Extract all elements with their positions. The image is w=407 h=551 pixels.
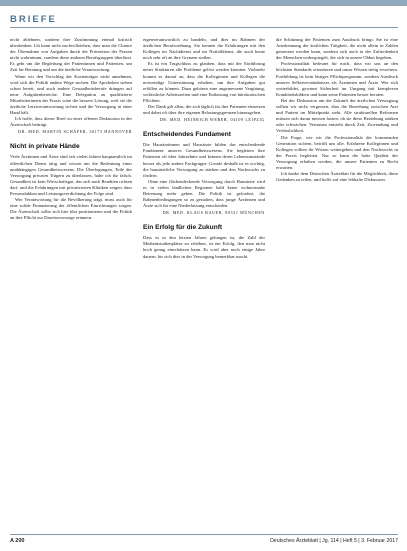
page-number: A 200 — [10, 538, 25, 544]
column-right — [276, 37, 398, 183]
letter-paragraph: Es ist ein Trugschluss zu glauben, dass mit der Einführung neuer Strukturen alle Probleme gelöst werden könnten. Vielmehr kommt es darauf an, dass die Kolleginnen und Kollegen die notwendige Unterstützung erhalten, um ihre Aufgaben gut erfüllen zu können. Dazu gehören eine angemessene Vergütung, verlässliche Arbeitszeiten und eine Entlastung von bürokratischen Pflichten. — [143, 61, 265, 103]
letter-heading: Ein Erfolg für die Zukunft — [143, 224, 223, 232]
letter-paragraph: Ich hoffe, dass dieser Brief zu einer offenen Diskussion in der Ärzteschaft beiträgt. — [10, 116, 132, 128]
letter-paragraph: Wenn wir den Vorschlag der Kostenträger nicht annehmen, wird sich die Politik andere Wege suchen. Die Apotheken stehen schon bereit, und auch andere Gesundheitsberufe drängen auf neue Aufgabenbereiche. Eine Delegation an qualifizierte Mitarbeiterinnen der Praxis wäre die bessere Lösung, weil sie die ärztliche Letztverantwortung sichert und die Versorgung in einer Hand hält. — [10, 73, 132, 116]
section-label: BRIEFE — [10, 14, 57, 25]
header-divider — [10, 27, 398, 28]
top-color-bar — [0, 0, 407, 6]
letter-paragraph: Wer Verantwortung für die Bevölkerung trägt, muss auch für eine solide Finanzierung der öffentlichen Einrichtungen sorgen. Die Ärzteschaft sollte sich hier klar positionieren und die Politik an ihre Pflicht zur Daseinsvorsorge erinnern. — [10, 197, 132, 221]
column-middle — [143, 37, 265, 260]
letter-paragraph: die Schätzung der Patienten zum Ausdruck bringt. Sie ist eine Anerkennung der ärztlichen Tätigkeit, die nicht allein in Zahlen gemessen werden kann, sondern sich auch in der Zufriedenheit der Menschen widerspiegelt, die sich in unsere Obhut begeben. — [276, 37, 398, 61]
letter-paragraph: Bei der Diskussion um die Zukunft der ärztlichen Versorgung sollten wir nicht vergessen, dass die Beziehung zwischen Arzt und Patient im Mittelpunkt steht. Alle strukturellen Reformen müssen sich daran messen lassen, ob sie diese Beziehung stärken oder schwächen. Vertrauen entsteht durch Zeit, Zuwendung und Verlässlichkeit. — [276, 97, 398, 134]
column-left — [10, 37, 132, 221]
letter-heading: Nicht in private Hände — [10, 143, 80, 151]
letter-paragraph: Die Frage, wie wir die Professionalität der kommenden Generation sichern, betrifft uns alle. Erfahrene Kolleginnen und Kollegen sollten ihr Wissen weitergeben und den Nachwuchs in der Praxis begleiten. Nur so kann die hohe Qualität der Versorgung erhalten werden, die unsere Patienten zu Recht erwarten. — [276, 134, 398, 170]
letter-paragraph: nicht ablehnen, sondern ihre Zustimmung einmal kritisch überdenken. Ich kann nicht nachvollziehen, dass man die Chance der Übernahme von Aufgaben durch die Prävention der Praxen nicht wahrnimmt, sondern diese anderen Berufsgruppen überlässt. Es geht um die Begleitung der Patientinnen und Patienten, um Zeit für Beratung und um die ärztliche Verantwortung. — [10, 37, 132, 73]
letter-paragraph: Dass es in den letzten Jahren gelungen ist, die Zahl der Medizinstudienplätze zu erhöhen, ist ein Erfolg, den man nicht hoch genug einschätzen kann. Es wird aber noch einige Jahre dauern, bis sich dies in der Versorgung bemerkbar macht. — [143, 235, 265, 259]
letter-heading: Entscheidendes Fundament — [143, 131, 231, 139]
letter-paragraph: Ohne eine flächendeckende Versorgung durch Hausärzte wird es in vielen ländlichen Regionen bald keine wohnortnahe Betreuung mehr geben. Die Politik ist gefordert, die Rahmenbedingungen so zu gestalten, dass junge Ärztinnen und Ärzte sich für eine Niederlassung entscheiden. — [143, 178, 265, 209]
journal-reference: Deutsches Ärzteblatt | Jg. 114 | Heft 5 | 3. Februar 2017 — [270, 538, 398, 544]
letter-paragraph: Ich danke dem Deutschen Ärzteblatt für die Möglichkeit, diese Gedanken zu teilen, und hoffe auf eine lebhafte Diskussion. — [276, 171, 398, 183]
letter-signature: DR. MED. MARTIN SCHÄFER, 30175 HANNOVER — [18, 129, 132, 135]
letter-paragraph: Der Dank gilt allen, die sich täglich für ihre Patienten einsetzen und dabei oft über ihre eigenen Belastungsgrenzen hinausgehen. — [143, 104, 265, 116]
letter-paragraph: Professionalität bedeutet für mich, dass wir uns an den höchsten Standards orientieren und unser Wissen stetig erweitern. Fortbildung ist kein lästiges Pflichtprogramm, sondern Ausdruck unseres Selbstverständnisses als Ärztinnen und Ärzte. Wer sich weiterbildet, gewinnt Sicherheit im Umgang mit komplexen Krankheitsbildern und kann seine Patienten besser beraten. — [276, 61, 398, 97]
letter-signature: DR. MED. HEINRICH WEBER, 04109 LEIPZIG — [159, 117, 265, 123]
footer-divider — [10, 534, 398, 535]
letter-paragraph: Viele Ärztinnen und Ärzte sind seit vielen Jahren hauptamtlich im öffentlichen Dienst tätig und wissen um die Bedeutung eines unabhängigen Gesundheitswesens. Die Überlegungen, Teile der Versorgung privaten Trägern zu überlassen, halte ich für falsch. Gesundheit ist kein Wirtschaftsgut, das sich nach Renditen richten darf, und die Erfahrungen mit privatisierten Kliniken zeigen, dass Personalabbau und Leistungsverdichtung die Folge sind. — [10, 154, 132, 196]
letter-paragraph: eigenverantwortlich zu handeln, und dies im Rahmen der ärztlichen Berufsordnung. Sie kennen die Erfahrungen mit den Kollegen im Nachtdienst und im Notfalldienst, die auch heute noch sehr oft an ihre Grenzen stoßen. — [143, 37, 265, 61]
letter-paragraph: Die Hausärztinnen und Hausärzte bilden das entscheidende Fundament unseres Gesundheitswesens. Sie begleiten ihre Patienten oft über Jahrzehnte und kennen deren Lebensumstände besser als jede andere Fachgruppe. Gerade deshalb ist es wichtig, die hausärztliche Versorgung zu stärken und den Nachwuchs zu fördern. — [143, 142, 265, 178]
letter-signature: DR. MED. KLAUS BAUER, 80331 MÜNCHEN — [162, 210, 265, 216]
